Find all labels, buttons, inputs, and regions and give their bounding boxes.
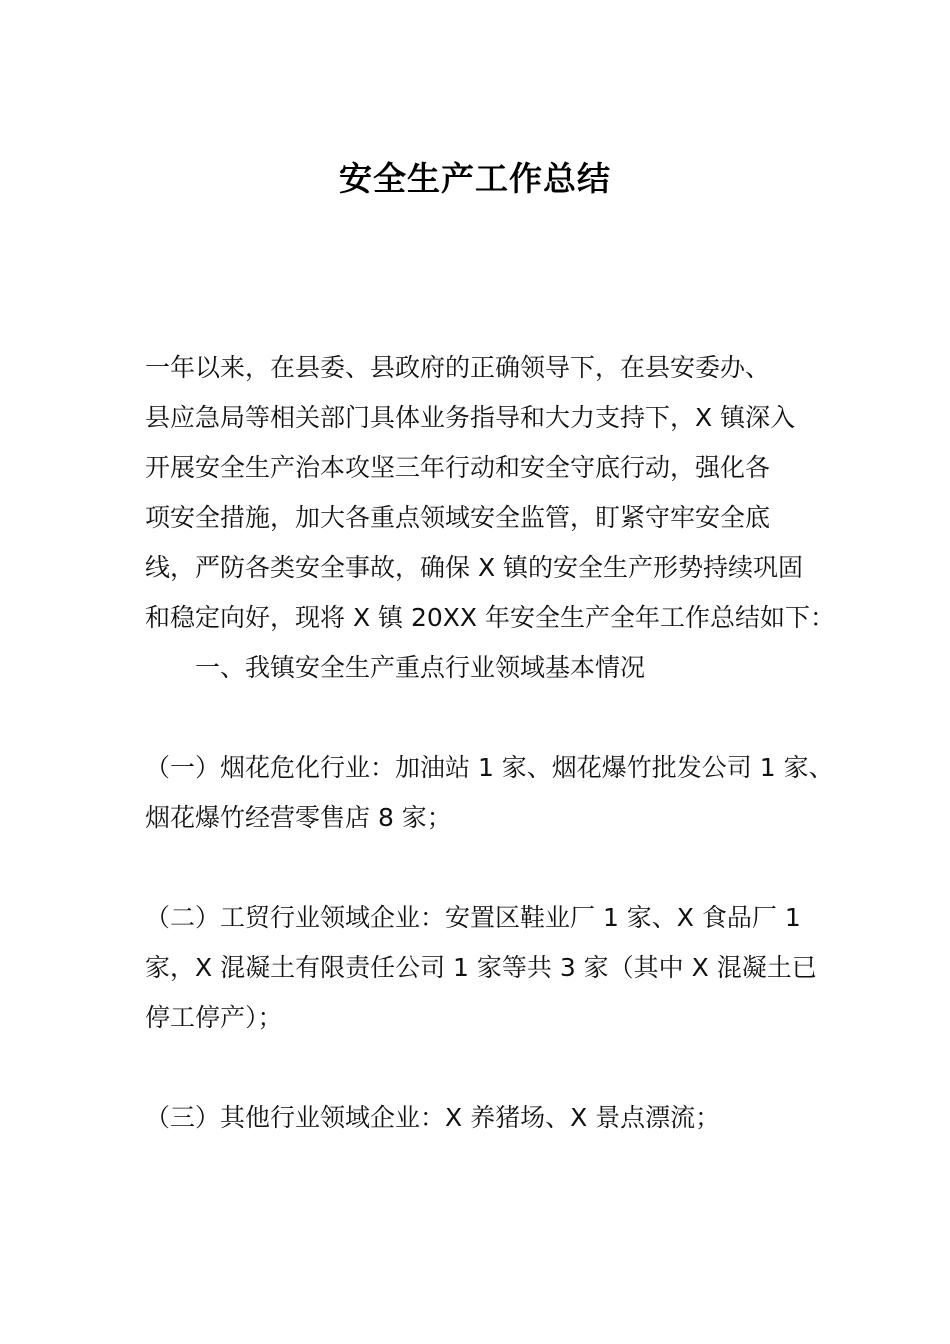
document-title: 安全生产工作总结 <box>339 159 611 198</box>
paragraph-line: 和稳定向好，现将 X 镇 20XX 年安全生产全年工作总结如下： <box>145 603 835 632</box>
paragraph-line: 一年以来，在县委、县政府的正确领导下，在县安委办、 <box>145 353 771 382</box>
paragraph-line: （二）工贸行业领域企业：安置区鞋业厂 1 家、X 食品厂 1 <box>145 903 801 932</box>
list-item-industry-trade <box>145 893 825 1043</box>
paragraph-line: 家，X 混凝土有限责任公司 1 家等共 3 家（其中 X 混凝土已 <box>145 953 817 982</box>
list-item-fireworks-hazmat <box>145 743 834 843</box>
section-heading: 一、我镇安全生产重点行业领域基本情况 <box>195 653 646 682</box>
paragraph-line: 项安全措施，加大各重点领域安全监管，盯紧守牢安全底 <box>145 503 771 532</box>
paragraph-line: （一）烟花危化行业：加油站 1 家、烟花爆竹批发公司 1 家、 <box>145 753 834 782</box>
paragraph-line: （三）其他行业领域企业：X 养猪场、X 景点漂流； <box>145 1103 721 1132</box>
paragraph-line: 烟花爆竹经营零售店 8 家； <box>145 803 452 832</box>
intro-paragraph <box>145 343 835 693</box>
paragraph-line: 停工停产）； <box>145 1003 283 1032</box>
paragraph-line: 开展安全生产治本攻坚三年行动和安全守底行动，强化各 <box>145 453 771 482</box>
paragraph-line: 线，严防各类安全事故，确保 X 镇的安全生产形势持续巩固 <box>145 553 804 582</box>
paragraph-line: 县应急局等相关部门具体业务指导和大力支持下，X 镇深入 <box>145 403 796 432</box>
list-item-other-industries <box>145 1093 825 1143</box>
